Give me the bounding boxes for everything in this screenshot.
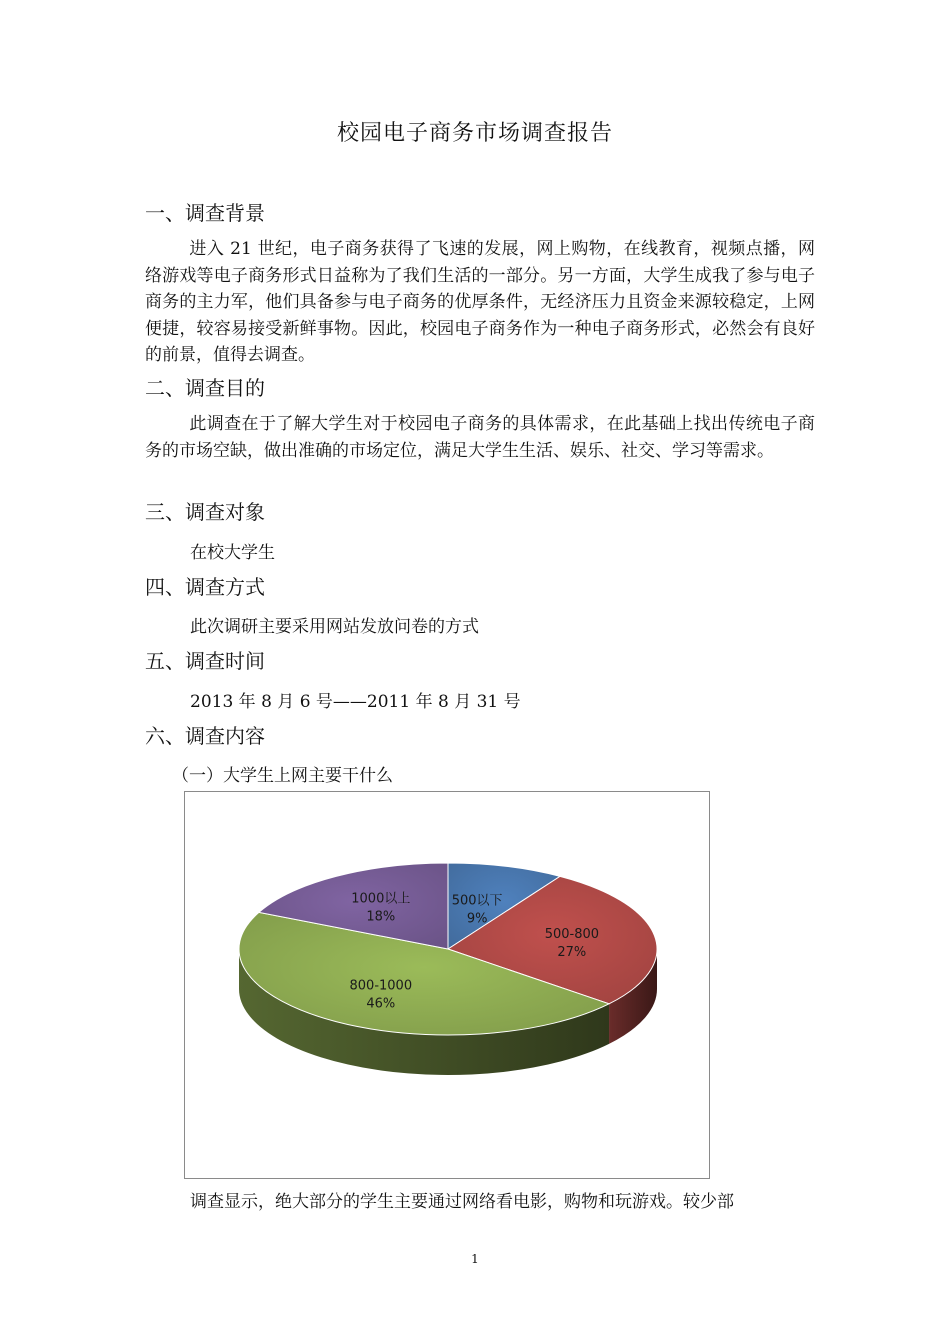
section-heading-method: 四、调查方式 [145,575,265,599]
section-heading-subject: 三、调查对象 [145,500,265,524]
pie-label-percent: 27% [557,944,587,960]
pie-label-name: 500以下 [451,893,503,909]
section-body-subject: 在校大学生 [190,543,275,563]
document-title: 校园电子商务市场调查报告 [336,121,613,146]
pie-label-percent: 9% [466,911,488,927]
pie-label-name: 1000以上 [351,891,411,907]
section-heading-purpose: 二、调查目的 [145,376,265,400]
pie-label-name: 800-1000 [349,978,413,994]
section-body-time: 2013 年 8 月 6 号——2011 年 8 月 31 号 [190,692,521,712]
section-body-background: 进入 21 世纪，电子商务获得了飞速的发展，网上购物，在线教育，视频点播，网络游戏等电子商务形式日益称为了我们生活的一部分。另一方面，大学生成我了参与电子商务的主力军，他们具备参与电子商务的优厚条件，无经济压力且资金来源较稳定，上网便捷，较容易接受新鲜事物。因此，校园电子商务作为一种电子商务形式，必然会有良好的前景，值得去调查。 [145,239,815,365]
pie-chart-frame [184,791,710,1179]
paragraph-after-chart: 调查显示，绝大部分的学生主要通过网络看电影，购物和玩游戏。较少部 [190,1192,734,1212]
section-heading-time: 五、调查时间 [145,649,265,673]
section-heading-content: 六、调查内容 [145,724,265,748]
section-body-purpose: 此调查在于了解大学生对于校园电子商务的具体需求，在此基础上找出传统电子商务的市场空缺，做出准确的市场定位，满足大学生生活、娱乐、社交、学习等需求。 [145,414,815,461]
pie-label-name: 500-800 [544,926,600,942]
page-number: 1 [471,1252,479,1266]
subsection-heading: （一）大学生上网主要干什么 [172,766,393,786]
pie-label-percent: 46% [366,996,396,1012]
section-heading-background: 一、调查背景 [145,201,265,225]
pie-label-percent: 18% [366,909,396,925]
pie-chart [185,792,711,1180]
section-body-method: 此次调研主要采用网站发放问卷的方式 [190,617,479,637]
